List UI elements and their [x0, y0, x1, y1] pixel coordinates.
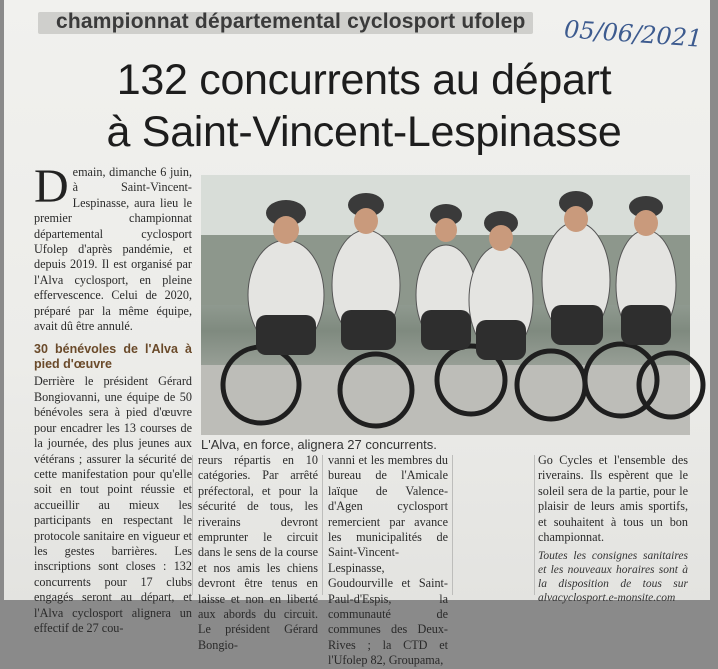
photo-caption: L'Alva, en force, alignera 27 concurrents.: [201, 437, 437, 452]
headline-line-2: à Saint-Vincent-Lespinasse: [106, 108, 622, 156]
cyclists-photo: [201, 175, 690, 435]
left-column: [34, 160, 192, 636]
column-rule: [192, 455, 193, 595]
headline-line-1: 132 concurrents au départ: [116, 56, 612, 104]
headline: [44, 54, 684, 158]
column-3: vanni et les membres du bureau de l'Amicale laïque de Valence-d'Agen cyclosport remercient par avance les municipalités de Saint-Vincent-Lespinasse, Goudourville et Saint-Paul-d'Espis, la communauté de communes des Deux-Rives ; la CTD et l'Ufolep 82, Groupama,: [328, 453, 448, 668]
column-4-text: Go Cycles et l'ensemble des riverains. Ils espèrent que le soleil sera de la partie, pour le plaisir de leurs amis sportifs, et souhaitent à tous un bon championnat.: [538, 453, 688, 545]
body-paragraph: Derrière le président Gérard Bongiovanni, une équipe de 50 bénévoles sera à pied d'œuvre pour encadrer les 13 courses de la journée, des plus jeunes aux vétérans ; assurer la sécurité de cette manifestation pour qu'elle soit en tout point réussie et accueillir au mieux les participants en respectant le protocole sanitaire en vigueur et les gestes barrières. Les inscriptions sont closes : 132 concurrents pour 17 clubs engagés seront au départ, et l'Alva cyclosport alignera un effectif de 27 cou-: [34, 374, 192, 635]
intro-paragraph: emain, dimanche 6 juin, à Saint-Vincent-Lespinasse, aura lieu le premier championnat départemental cyclosport Ufolep d'après pandémie, et depuis 2019. Il est organisé par l'Alva cyclosport, en pleine effervescence. Celui de 2020, préparé par la même équipe, avait dû être annulé.: [34, 165, 192, 334]
column-rule: [322, 455, 323, 595]
closing-note: Toutes les consignes sanitaires et les nouveaux horaires sont à la disposition de tous sur alvacyclosport.e-monsite.com: [538, 550, 688, 605]
newspaper-page: [4, 0, 710, 668]
subheading: 30 bénévoles de l'Alva à pied d'œuvre: [34, 342, 192, 372]
cyclists-illustration: [201, 175, 690, 435]
column-rule: [452, 455, 453, 595]
handwritten-date: 05/06/2021: [563, 15, 704, 53]
drop-cap: D: [34, 160, 69, 213]
column-4: [538, 453, 688, 605]
column-rule: [534, 455, 535, 595]
kicker: championnat départemental cyclosport ufolep: [56, 10, 526, 33]
column-2: reurs répartis en 10 catégories. Par arrêté préfectoral, et pour la sécurité de tous, les riverains devront emprunter le circuit dans le sens de la course et nos amis les chiens devront être tenus en laisse et non en liberté aux abords du circuit. Le président Gérard Bongio-: [198, 453, 318, 652]
